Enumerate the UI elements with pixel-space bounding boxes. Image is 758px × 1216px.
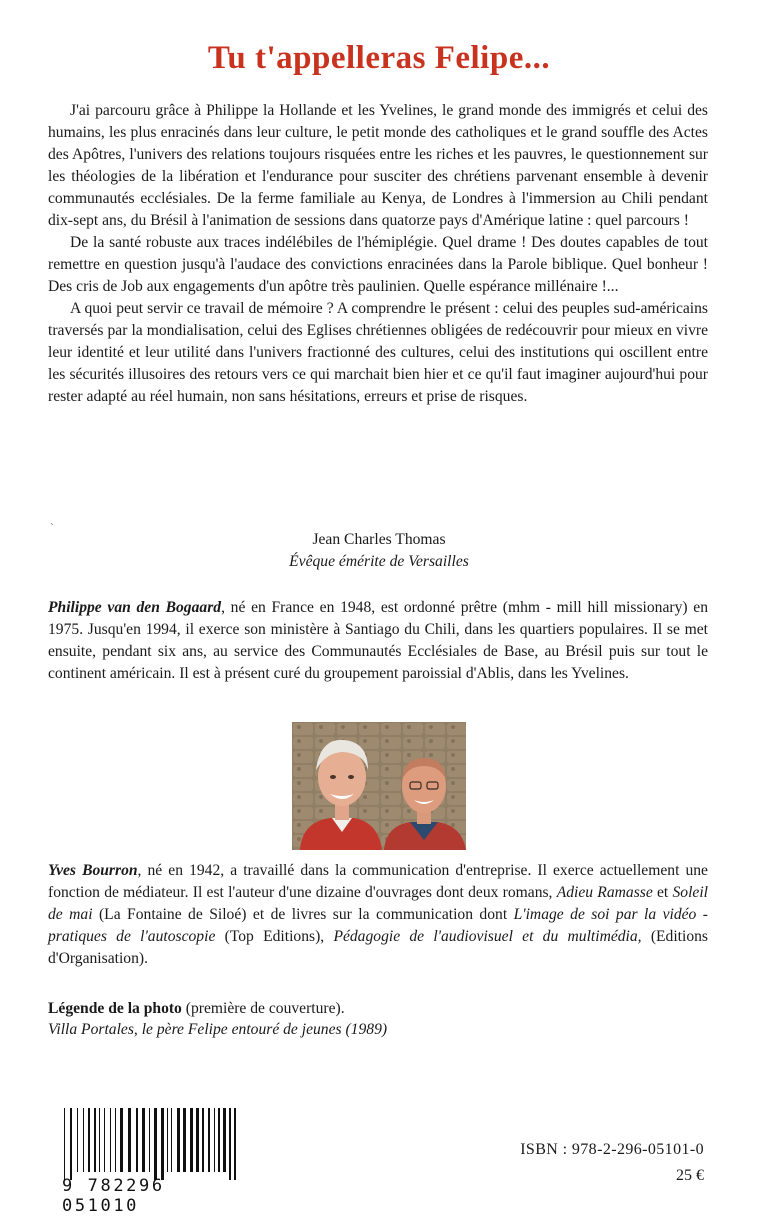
authors-photo-image	[292, 722, 466, 850]
barcode-bar	[77, 1108, 78, 1172]
barcode-bar	[196, 1108, 199, 1172]
barcode-bar	[229, 1108, 231, 1180]
barcode	[62, 1108, 246, 1180]
barcode-bar	[115, 1108, 116, 1172]
book-title-ref: Pédagogie de l'audiovisuel et du multimédia,	[333, 928, 642, 945]
preface	[48, 100, 708, 408]
preface-paragraph: J'ai parcouru grâce à Philippe la Hollande et les Yvelines, le grand monde des immigrés et celui des humains, les plus enracinés dans leur culture, le petit monde des catholiques et le grand souffle des Actes des Apôtres, l'univers des relations toujours risquées entre les riches et les pauvres, le questionnement sur les théologies de la libération et l'endurance pour susciter des chrétiens parvenant ensemble à devenir communautés ecclésiales. De la ferme familiale au Kenya, de Londres à l'immersion au Chili pendant dix-sept ans, du Brésil à l'animation de sessions dans quatorze pays d'Amérique latine : quel parcours !	[48, 102, 708, 229]
barcode-bar	[128, 1108, 131, 1172]
barcode-bar	[234, 1108, 236, 1180]
signature-role: Évêque émérite de Versailles	[289, 553, 469, 570]
barcode-bar	[202, 1108, 204, 1172]
preface-paragraph: De la santé robuste aux traces indélébiles de l'hémiplégie. Quel drame ! Des doutes capables de tout remettre en question jusqu'à l'audace des convictions enracinées dans la Parole biblique. Quel bonheur ! Des cris de Job aux engagements d'un apôtre très paulinien. Quelle espérance millénaire !...	[48, 234, 708, 295]
barcode-digits: 9 782296 051010	[62, 1176, 165, 1216]
barcode-bar	[183, 1108, 186, 1172]
barcode-bar	[83, 1108, 84, 1172]
book-title: Tu t'appelleras Felipe...	[207, 40, 551, 76]
legend-note: (première de couverture).	[181, 1000, 345, 1017]
book-title-ref: Adieu Ramasse	[556, 884, 653, 901]
preface-paragraph: A quoi peut servir ce travail de mémoire ? A comprendre le présent : celui des peuples sud-américains traversés par la mondialisation, celui des Eglises chrétiennes obligées de redécouvrir pour mieux en vivre leur identité et leur utilité dans l'univers fractionné des cultures, celui des institutions qui oscillent entre les sécurités illusoires des retours vers ce qui marchait bien hier et ce qu'il faut imaginer aujourd'hui pour rester adapté au réel humain, non sans hésitations, erreurs et prise de risques.	[48, 300, 708, 405]
barcode-bar	[136, 1108, 138, 1172]
barcode-bar	[64, 1108, 65, 1180]
barcode-bar	[120, 1108, 123, 1172]
photo-legend	[48, 998, 708, 1040]
barcode-bar	[167, 1108, 168, 1172]
barcode-bar	[190, 1108, 193, 1172]
barcode-bar	[218, 1108, 220, 1172]
barcode-bar	[94, 1108, 96, 1172]
author-bio-1	[48, 597, 708, 685]
barcode-bar	[70, 1108, 72, 1180]
barcode-bar	[161, 1108, 164, 1180]
book-title-ref: L'image de soi par la vidéo - pratiques de l'autoscopie	[48, 906, 708, 945]
legend-label: Légende de la photo	[48, 1000, 182, 1017]
stray-mark: `	[50, 522, 54, 534]
signature	[0, 529, 758, 573]
barcode-bar	[88, 1108, 90, 1172]
barcode-bar	[171, 1108, 172, 1172]
barcode-bar	[110, 1108, 111, 1172]
signature-name: Jean Charles Thomas	[312, 531, 446, 548]
barcode-bar	[104, 1108, 105, 1172]
barcode-bar	[177, 1108, 180, 1172]
authors-photo	[292, 722, 466, 850]
barcode-bar	[223, 1108, 226, 1172]
barcode-bar	[149, 1108, 150, 1172]
author-bio-2: Yves Bourron, né en 1942, a travaillé dans la communication d'entreprise. Il exerce actuellement une fonction de médiateur. Il est l'auteur d'une dizaine d'ouvrages dont deux romans, Adieu Ramasse et Soleil de mai (La Fontaine de Siloé) et de livres sur la communication dont L'image de soi par la vidéo - pratiques de l'autoscopie (Top Editions), Pédagogie de l'audiovisuel et du multimédia, (Editions d'Organisation).	[48, 862, 709, 967]
isbn: ISBN : 978-2-296-05101-0	[520, 1141, 704, 1158]
book-title-ref: Soleil de mai	[48, 884, 708, 923]
barcode-bar	[208, 1108, 210, 1172]
barcode-bar	[154, 1108, 157, 1180]
barcode-bars	[62, 1108, 246, 1180]
author-name: Yves Bourron	[48, 862, 138, 879]
legend-caption: Villa Portales, le père Felipe entouré de jeunes (1989)	[48, 1021, 388, 1038]
author-bio-text: , né en France en 1948, est ordonné prêtre (mhm - mill hill missionary) en 1975. Jusqu'en 1994, il exerce son ministère à Santiago du Chili, dans les quartiers populaires. Il se met ensuite, pendant six ans, au service des Communautés Ecclésiales de Base, au Brésil puis sur tout le continent américain. Il est à présent curé du groupement paroissial d'Ablis, dans les Yvelines.	[48, 599, 708, 682]
barcode-bar	[214, 1108, 215, 1172]
barcode-bar	[142, 1108, 145, 1172]
price: 25 €	[676, 1167, 704, 1184]
author-name: Philippe van den Bogaard	[48, 599, 222, 616]
barcode-bar	[99, 1108, 100, 1172]
